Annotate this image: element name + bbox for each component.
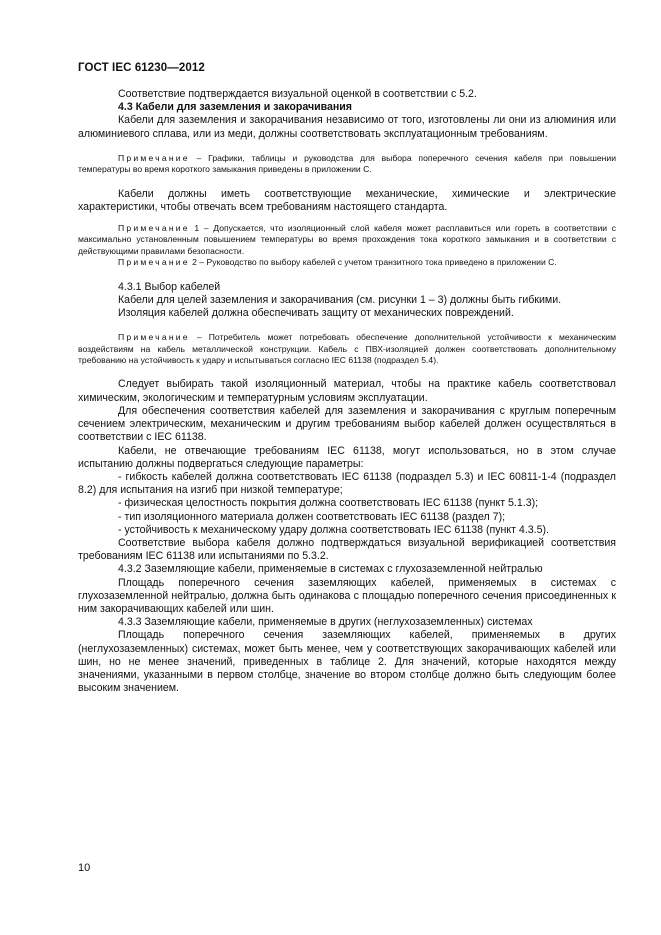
note-text: – Потребитель может потребовать обеспечение дополнительной устойчивости к механическим воздействиям на кабель металлической конструкции. Кабель с ПВХ-изоляцией должен соответствовать дополнительному требованию на устойчивость к удару и испытываться согласно IEC 61138 (подраздел 5.4). bbox=[78, 332, 616, 366]
note-label: Примечание bbox=[118, 152, 190, 163]
page-number: 10 bbox=[78, 862, 91, 874]
paragraph: Кабели для заземления и закорачивания независимо от того, изготовлены ли они из алюминия или алюминиевого сплава, или из меди, должны соответствовать эксплуатационным требованиям. bbox=[78, 114, 616, 140]
paragraph: Следует выбирать такой изоляционный материал, чтобы на практике кабель соответствовал химическим, экологическим и температурным условиям эксплуатации. bbox=[78, 378, 616, 404]
note-text: – Графики, таблицы и руководства для выбора поперечного сечения кабеля при повышении температуры во время короткого замыкания приведены в приложении С. bbox=[78, 152, 616, 175]
note bbox=[78, 153, 616, 176]
standard-header: ГОСТ IEC 61230—2012 bbox=[78, 62, 205, 74]
section-heading-4-3: 4.3 Кабели для заземления и закорачивания bbox=[118, 101, 352, 114]
note-label: Примечание bbox=[118, 257, 190, 268]
paragraph: Кабели для целей заземления и закорачивания (см. рисунки 1 – 3) должны быть гибкими. bbox=[118, 293, 562, 306]
paragraph: Соответствие выбора кабеля должно подтверждаться визуальной верификацией соответствия требованиям IEC 61138 или испытаниями по 5.3.2. bbox=[78, 536, 616, 563]
subsection-heading-4-3-3: 4.3.3 Заземляющие кабели, применяемые в других (неглухозаземленных) системах bbox=[118, 616, 533, 629]
subsection-heading-4-3-2: 4.3.2 Заземляющие кабели, применяемые в системах с глухозаземленной нейтралью bbox=[118, 563, 543, 576]
paragraph: Кабели, не отвечающие требованиям IEC 61138, могут использоваться, но в этом случае испытанию должны подвергаться следующие параметры: bbox=[78, 444, 616, 470]
paragraph: Соответствие подтверждается визуальной оценкой в соответствии с 5.2. bbox=[118, 88, 477, 100]
note-label: Примечание bbox=[118, 332, 190, 343]
paragraph: Кабели должны иметь соответствующие механические, химические и электрические характеристики, чтобы отвечать всем требованиям настоящего стандарта. bbox=[78, 187, 616, 213]
note-label: Примечание bbox=[118, 223, 190, 234]
note bbox=[78, 223, 616, 257]
note bbox=[78, 257, 616, 268]
list-item: - физическая целостность покрытия должна соответствовать IEC 61138 (пункт 5.1.3); bbox=[118, 497, 539, 510]
note bbox=[78, 332, 616, 366]
list-item: - гибкость кабелей должна соответствовать IEC 61138 (подраздел 5.3) и IEC 60811-1-4 (подраздел 8.2) для испытания на изгиб при низкой температуре; bbox=[78, 470, 616, 497]
note-text: 1 – Допускается, что изоляционный слой кабеля может расплавиться или гореть в соответствии с максимально установленным повышением температуры во время прохождения тока короткого замыкания и в соответствии с действующими правилами безопасности. bbox=[78, 223, 616, 256]
paragraph: Для обеспечения соответствия кабелей для заземления и закорачивания с круглым поперечным сечением электрическим, механическим и другим требованиям выбор кабелей должен осуществляться в соответствии с IEC 61138. bbox=[78, 404, 616, 444]
document-body bbox=[78, 88, 616, 695]
subsection-heading-4-3-1: 4.3.1 Выбор кабелей bbox=[118, 280, 221, 293]
paragraph: Площадь поперечного сечения заземляющих кабелей, применяемых в системах с глухозаземленной нейтралью, должна быть одинакова с площадью поперечного сечения присоединенных к ним закорачивающих кабелей или шин. bbox=[78, 576, 616, 615]
list-item: - устойчивость к механическому удару должна соответствовать IEC 61138 (пункт 4.3.5). bbox=[118, 523, 549, 536]
paragraph: Площадь поперечного сечения заземляющих кабелей, применяемых в других (неглухозаземленных) системах, может быть менее, чем у соответствующих закорачивающих кабелей или шин, но не менее значений, приведенных в таблице 2. Для значений, которые находятся между значениями, указанными в первом столбце, значение во втором столбце должно быть следующим более высоким значением. bbox=[78, 629, 616, 695]
note-text: 2 – Руководство по выбору кабелей с учетом транзитного тока приведено в приложении С. bbox=[189, 257, 557, 268]
list-item: - тип изоляционного материала должен соответствовать IEC 61138 (раздел 7); bbox=[118, 510, 506, 523]
paragraph: Изоляция кабелей должна обеспечивать защиту от механических повреждений. bbox=[118, 307, 514, 320]
